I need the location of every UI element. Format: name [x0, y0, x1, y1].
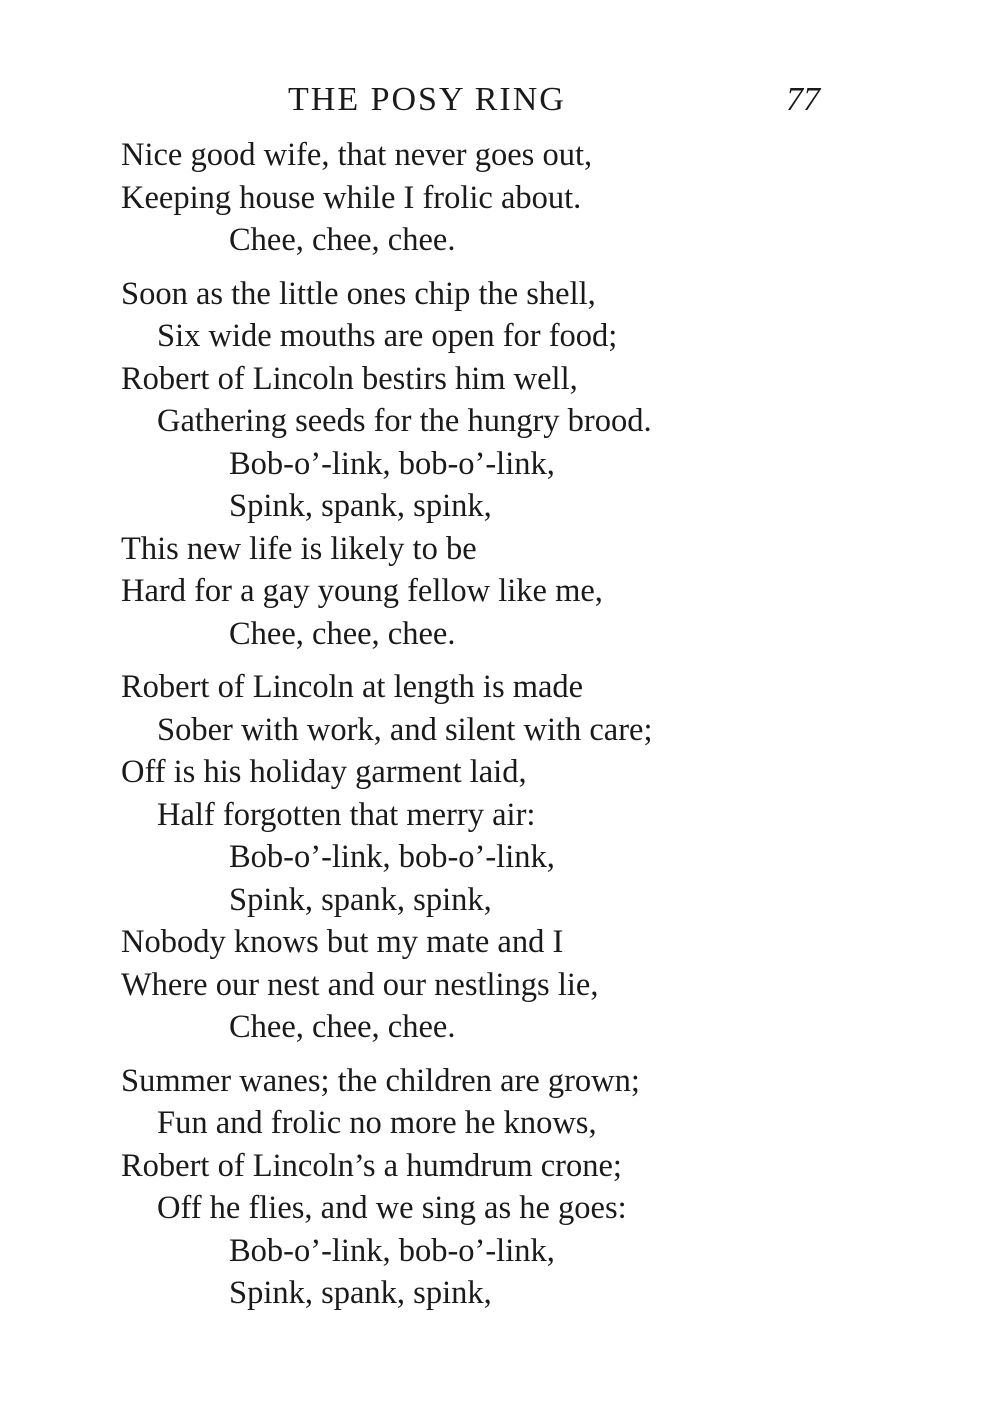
poem-line: Hard for a gay young fellow like me, — [121, 573, 603, 609]
poem-line: Bob-o’-link, bob-o’-link, — [229, 839, 555, 875]
poem-line: Bob-o’-link, bob-o’-link, — [229, 1232, 555, 1269]
poem-line: Gathering seeds for the hungry brood. — [157, 403, 652, 439]
page-number: 77 — [786, 81, 820, 118]
poem-line: Soon as the little ones chip the shell, — [121, 275, 596, 312]
running-title: THE POSY RING — [288, 81, 566, 118]
poem-line: Sober with work, and silent with care; — [157, 711, 653, 748]
stanza — [121, 666, 861, 1049]
poem-line: Six wide mouths are open for food; — [157, 318, 618, 354]
poem-line: Robert of Lincoln’s a humdrum crone; — [121, 1147, 622, 1184]
poem-line: Chee, chee, chee. — [229, 222, 456, 258]
poem-line: Off he flies, and we sing as he goes: — [157, 1190, 627, 1226]
poem-line: Chee, chee, chee. — [229, 1009, 456, 1045]
poem-line: Robert of Lincoln bestirs him well, — [121, 360, 578, 397]
page-header — [0, 78, 1000, 122]
stanza — [121, 1060, 861, 1315]
stanza — [121, 273, 861, 656]
poem-line: Summer wanes; the children are grown; — [121, 1062, 640, 1099]
poem-line: Nobody knows but my mate and I — [121, 924, 564, 960]
poem-body — [121, 134, 861, 1326]
poem-line: Bob-o’-link, bob-o’-link, — [229, 445, 555, 482]
poem-line: Nice good wife, that never goes out, — [121, 137, 593, 173]
stanza — [121, 134, 861, 262]
poem-line: Chee, chee, chee. — [229, 615, 456, 652]
poem-line: Keeping house while I frolic about. — [121, 179, 582, 216]
poem-line: Where our nest and our nestlings lie, — [121, 966, 599, 1003]
poem-line: Spink, spank, spink, — [229, 881, 492, 918]
poem-line: Off is his holiday garment laid, — [121, 754, 527, 790]
poem-line: Spink, spank, spink, — [229, 1275, 492, 1311]
poem-line: Robert of Lincoln at length is made — [121, 669, 584, 705]
poem-line: Spink, spank, spink, — [229, 488, 492, 524]
poem-line: Fun and frolic no more he knows, — [157, 1105, 597, 1141]
poem-line: Half forgotten that merry air: — [157, 796, 536, 833]
poem-line: This new life is likely to be — [121, 530, 477, 567]
